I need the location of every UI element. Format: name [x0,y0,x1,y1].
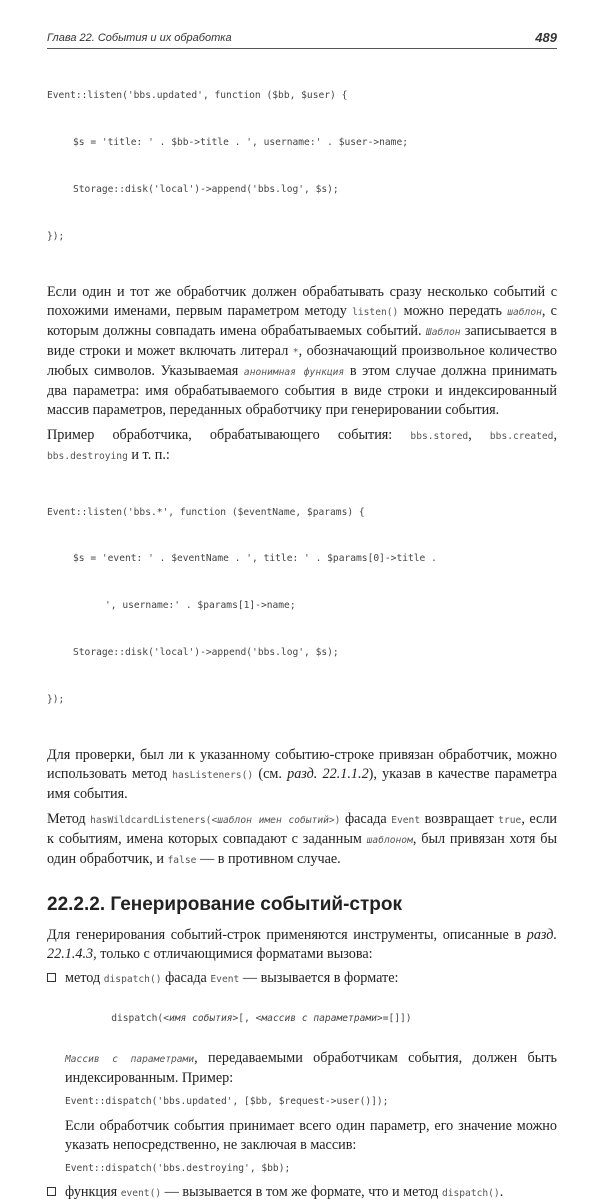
inline-code: hasWildcardListeners( [90,815,212,827]
code-example-dispatch: Event::dispatch('bbs.updated', [$bb, $request->user()]); [65,1096,389,1108]
code-line: Event::listen('bbs.*', function ($eventName, $params) { [47,506,365,518]
inline-code: * [292,347,299,359]
text: , только с отличающимися форматами вызова: [93,946,373,963]
inline-code: listen() [352,307,399,319]
text: Для генерирования событий-строк применяются инструменты, описанные в [47,927,527,944]
text: Для проверки, был ли к указанному событию-строке привязан обработчик, можно использовать метод [47,747,557,783]
text: функция [65,1184,121,1201]
header-divider [47,48,557,49]
inline-code: false [167,855,197,867]
page-content [47,57,557,1203]
inline-code: bbs.stored [410,431,469,443]
chapter-title: Глава 22. События и их обработка [47,32,232,44]
code-block-listen [47,57,557,275]
bullet-subtext [65,1117,557,1155]
text: — в противном случае. [196,851,341,868]
inline-code: dispatch() [441,1188,500,1200]
inline-code: bbs.created [489,431,554,443]
text: можно передать [398,303,508,320]
paragraph-haswildcard [47,810,557,870]
inline-code: event() [120,1188,162,1200]
text: , с которым должны совпадать имена обрабатываемых событий. [47,303,557,340]
text: и т. п.: [127,447,170,464]
inline-code: ) [334,815,341,827]
inline-term: анонимная функция [243,367,345,379]
text: , [553,427,557,444]
inline-term: шаблон [507,307,542,319]
text: , передаваемыми обработчикам события, должен быть индексированным. Пример: [65,1050,557,1087]
paragraph-haslisteners [47,746,557,804]
section-reference: разд. 22.1.4.3 [47,927,557,963]
inline-term: Шаблон [425,327,461,339]
code-example-dispatch-single: Event::dispatch('bbs.destroying', $bb); [65,1162,291,1174]
inline-code: Event [391,815,421,827]
code-line: ', username:' . $params[1]->name; [105,600,296,612]
text: , [468,427,490,444]
code-line: $s = 'event: ' . $eventName . ', title: ' . $params[0]->title . [73,553,437,565]
bullet-text [65,1183,557,1203]
text: Если один и тот же обработчик должен обрабатывать сразу несколько событий с похожими именами, первым параметром методу [47,284,557,320]
checkbox-bullet-icon [47,973,56,982]
inline-code: dispatch() [103,974,162,986]
code-block-wildcard [47,473,557,738]
paragraph-intro [47,926,557,964]
text: — вызывается в формате: [239,970,399,987]
paragraph-wildcard [47,283,557,420]
paragraph-example [47,426,557,466]
section-heading: 22.2.2. Генерирование событий-строк [47,894,403,916]
text: , обозначающий произвольное количество любых символов. Указываемая [47,343,557,380]
section-reference: разд. 22.1.1.2 [287,766,369,783]
text: . [499,1184,504,1201]
code-part: =[]]) [382,1013,412,1024]
bullet-subtext [65,1049,557,1088]
code-line: Event::listen('bbs.updated', function ($bb, $user) { [47,90,348,102]
text: (см. [253,766,288,783]
dispatch-format [65,995,557,1042]
text: ), указав в качестве параметра имя события. [47,766,558,803]
code-placeholder: <массив с параметрами> [255,1013,383,1024]
list-item [47,1183,557,1203]
inline-term: <шаблон имен событий> [211,815,335,827]
code-line: }); [47,693,65,705]
text: , был привязан хотя бы один обработчик, и [47,831,558,868]
text: возвращает [420,811,499,828]
running-header [47,30,557,46]
code-part: dispatch( [111,1013,164,1024]
text: записывается в виде строки и может включать литерал [47,323,557,360]
code-part: [, [238,1013,256,1024]
code-line: }); [47,230,65,242]
inline-code: Event [210,974,240,986]
code-line: $s = 'title: ' . $bb->title . ', username:' . $user->name; [73,136,409,148]
text: в этом случае должна принимать два параметра: имя обрабатываемого события в виде строки и индексированный массив параметров, переданных обработчику при генерировании события. [47,363,557,419]
code-line: Storage::disk('local')->append('bbs.log', $s); [73,646,339,658]
checkbox-bullet-icon [47,1187,56,1196]
text: метод [65,970,104,987]
inline-code: true [498,815,522,827]
text: , если к событиям, имена которых совпадают с заданным [47,811,557,848]
page-number: 489 [535,30,557,45]
inline-code: bbs.destroying [47,451,128,463]
inline-code: hasListeners() [172,770,254,782]
inline-term: шаблоном [366,835,413,847]
text: фасада [161,970,211,987]
inline-term: Массив с параметрами [65,1054,195,1066]
text: Метод [47,811,91,828]
text: фасада [340,811,392,828]
bullet-text [65,969,557,989]
list-item [47,969,557,1176]
text: Пример обработчика, обрабатывающего события: [47,427,411,444]
code-placeholder: <имя события> [163,1013,239,1024]
text: Если обработчик события принимает всего один параметр, его значение можно указать непосредственно, не заключая в массив: [65,1117,557,1153]
code-line: Storage::disk('local')->append('bbs.log', $s); [73,183,339,195]
text: — вызывается в том же формате, что и метод [161,1184,442,1201]
